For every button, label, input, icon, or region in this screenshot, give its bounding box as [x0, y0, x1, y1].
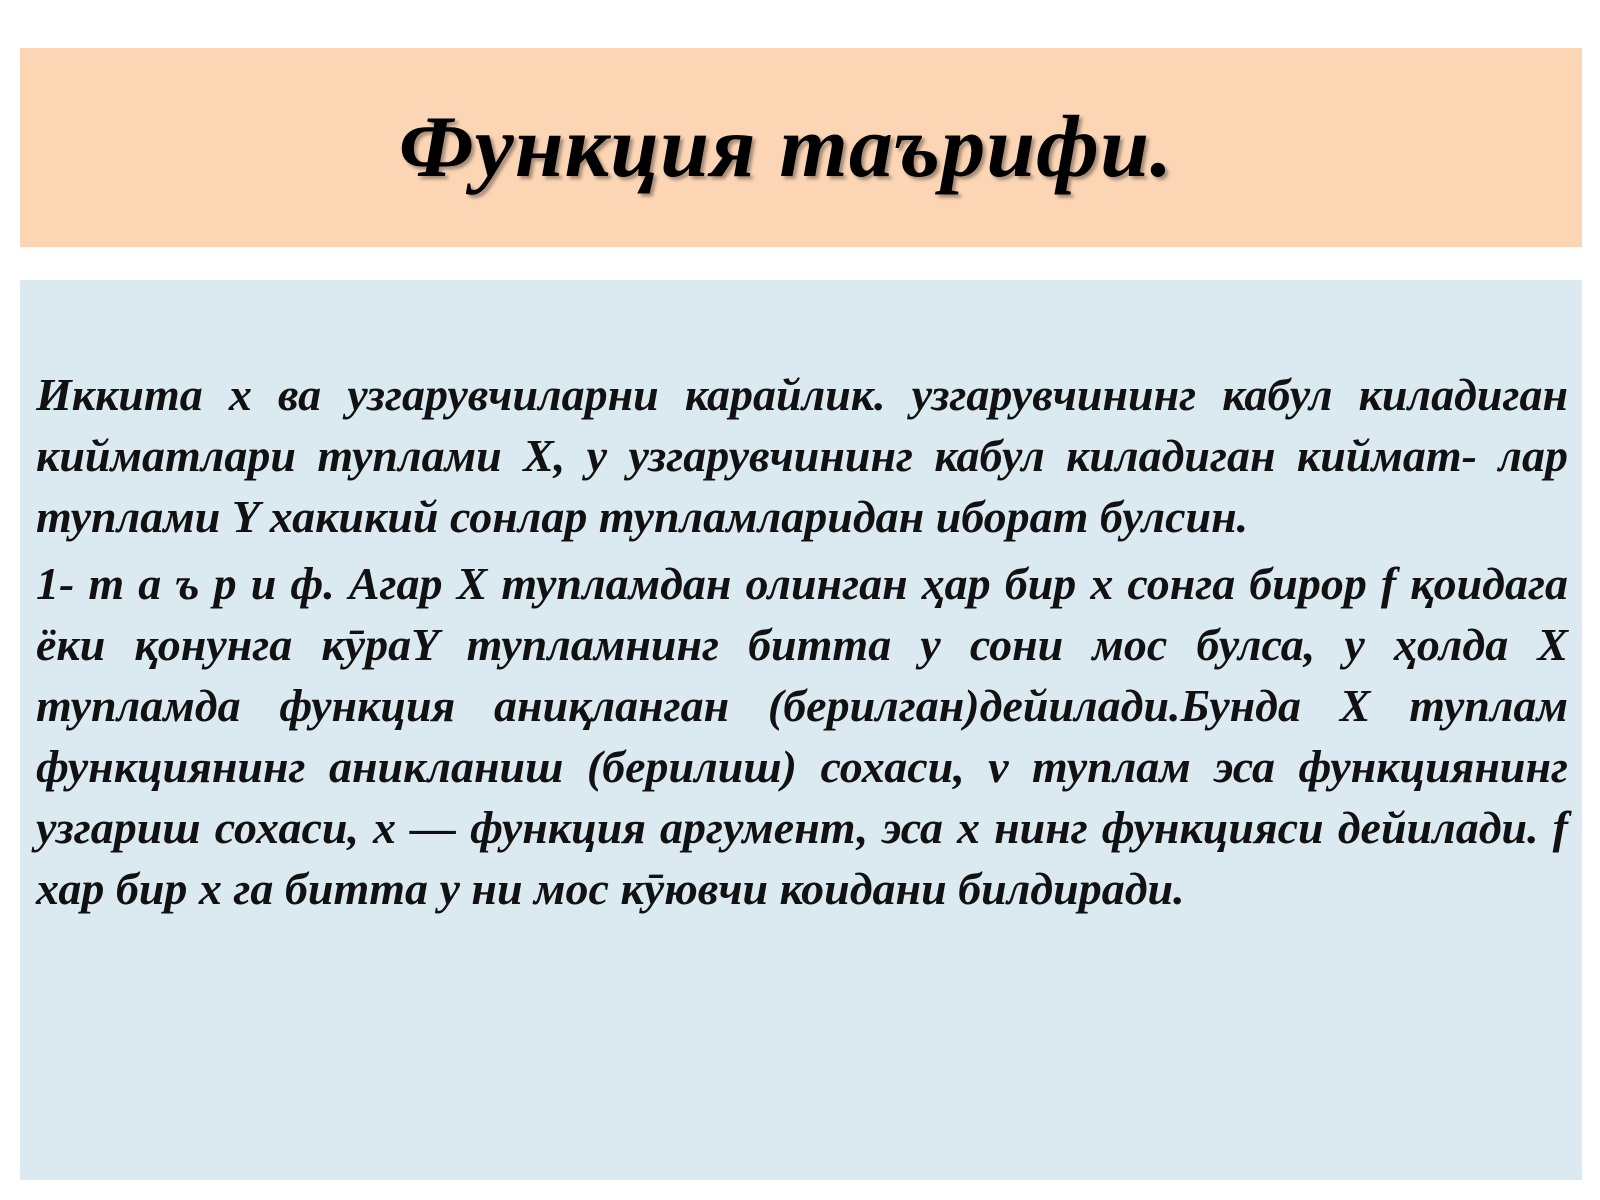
body-text: [36, 364, 1568, 925]
content-panel: [20, 280, 1582, 1180]
slide-title: Функция таърифи.: [398, 99, 1174, 196]
paragraph-intro: Иккита х ва узгарувчиларни карайлик. узгарувчининг кабул киладиган кийматлари туплами X, у узгарувчининг кабул киладиган киймат- лар туплами Y хакикий сонлар тупламларидан иборат булсин.: [36, 369, 1568, 542]
title-banner: [20, 48, 1582, 247]
paragraph-definition: 1- т а ъ р и ф. Агар X тупламдан олинган ҳар бир х сонга бирор f қоидага ёки қонунга кӯраY тупламнинг битта у сони мос булса, у ҳолда X тупламда функция аниқланган (берилган)дейилади.Бунда X туплам функциянинг аникланиш (берилиш) сохаси, v туплам эса функциянинг узгариш сохаси, х — функция аргумент, эса х нинг функцияси дейилади. f хар бир х га битта у ни мос кӯювчи коидани билдиради.: [36, 558, 1568, 914]
